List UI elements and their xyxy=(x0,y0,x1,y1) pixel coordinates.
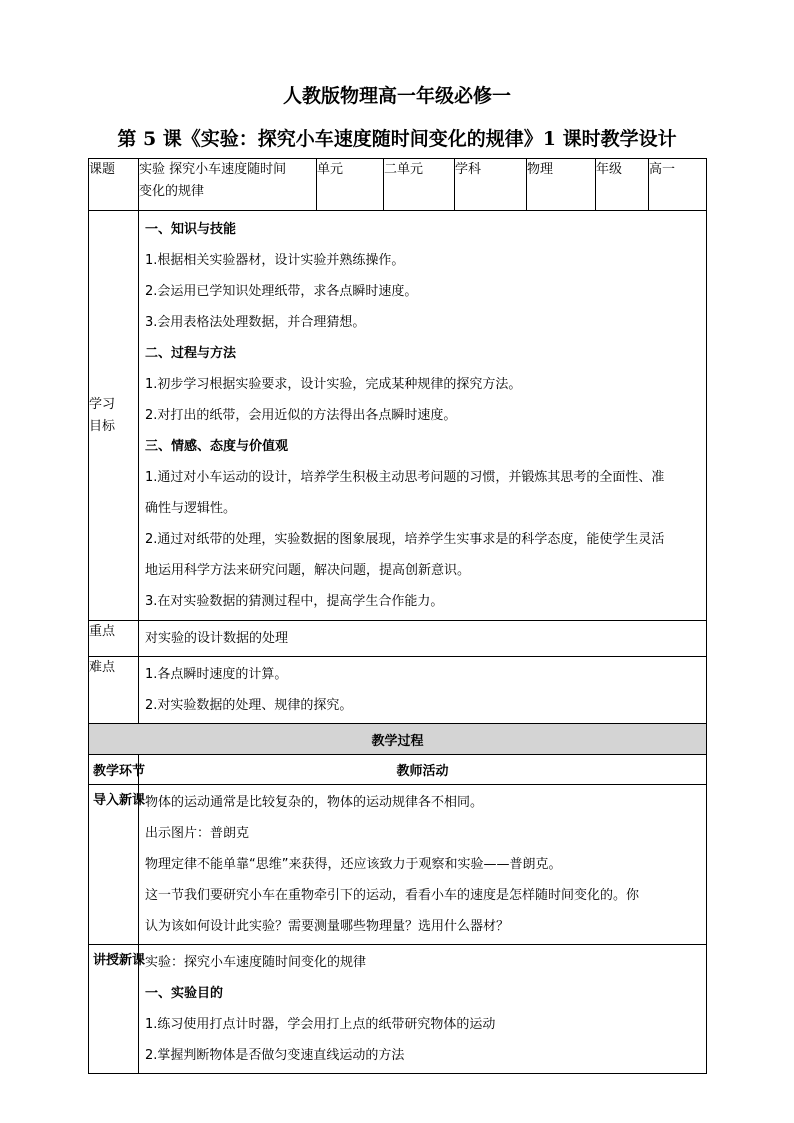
intro-row xyxy=(89,785,707,945)
info-row xyxy=(89,159,707,211)
intro-line: 物体的运动通常是比较复杂的，物体的运动规律各不相同。 xyxy=(145,795,484,810)
objectives-heading-2: 二、过程与方法 xyxy=(145,346,237,361)
lecture-line: 1.练习使用打点计时器，学会用打上点的纸带研究物体的运动 xyxy=(145,1017,496,1032)
objectives-content xyxy=(139,211,707,621)
lecture-label: 讲授新课 xyxy=(89,945,139,1074)
objectives-heading-1: 一、知识与技能 xyxy=(145,222,237,237)
lesson-plan-table xyxy=(88,158,707,1074)
topic-value xyxy=(139,159,317,211)
unit-label: 单元 xyxy=(317,159,384,211)
grade-label: 年级 xyxy=(596,159,649,211)
document-title: 人教版物理高一年级必修一 xyxy=(282,85,511,107)
key-points-row xyxy=(89,621,707,657)
topic-value-line1: 实验 探究小车速度随时间 xyxy=(139,162,287,177)
difficulty-item: 2.对实验数据的处理、规律的探究。 xyxy=(145,698,353,713)
objective-item: 1.初步学习根据实验要求，设计实验，完成某种规律的探究方法。 xyxy=(145,377,522,392)
lecture-line: 实验：探究小车速度随时间变化的规律 xyxy=(145,955,367,970)
grade-value: 高一 xyxy=(649,159,707,211)
lecture-line: 2.掌握判断物体是否做匀变速直线运动的方法 xyxy=(145,1048,405,1063)
objectives-label-line1: 学习 xyxy=(89,396,116,412)
subject-label: 学科 xyxy=(455,159,527,211)
unit-value: 二单元 xyxy=(384,159,455,211)
lecture-row xyxy=(89,945,707,1074)
objective-item: 3.会用表格法处理数据，并合理猜想。 xyxy=(145,315,366,330)
process-col-teacher: 教师活动 xyxy=(139,755,707,785)
objective-item: 1.根据相关实验器材，设计实验并熟练操作。 xyxy=(145,253,405,268)
process-columns-row xyxy=(89,755,707,785)
difficulty-item: 1.各点瞬时速度的计算。 xyxy=(145,667,288,682)
lesson-title: 第 5 课《实验：探究小车速度随时间变化的规律》1 课时教学设计 xyxy=(117,128,677,150)
key-points-value: 对实验的设计数据的处理 xyxy=(145,631,289,646)
difficulties-row xyxy=(89,657,707,724)
lecture-content xyxy=(139,945,707,1074)
intro-line: 出示图片：普朗克 xyxy=(145,826,250,841)
intro-label: 导入新课 xyxy=(89,785,139,945)
subject-value: 物理 xyxy=(527,159,596,211)
difficulties-content xyxy=(139,657,707,724)
intro-content xyxy=(139,785,707,945)
difficulties-label: 难点 xyxy=(89,657,139,724)
process-col-stage: 教学环节 xyxy=(89,755,139,785)
process-heading: 教学过程 xyxy=(89,724,707,755)
objective-item: 2.会运用已学知识处理纸带，求各点瞬时速度。 xyxy=(145,284,418,299)
lecture-heading: 一、实验目的 xyxy=(145,986,224,1001)
intro-line: 这一节我们要研究小车在重物牵引下的运动，看看小车的速度是怎样随时间变化的。你 xyxy=(145,888,640,903)
objectives-label xyxy=(89,211,139,621)
key-points-label: 重点 xyxy=(89,621,139,657)
objective-item: 2.对打出的纸带，会用近似的方法得出各点瞬时速度。 xyxy=(145,408,457,423)
intro-line: 认为该如何设计此实验？需要测量哪些物理量？选用什么器材？ xyxy=(145,919,510,934)
key-points-content xyxy=(139,621,707,657)
intro-line: 物理定律不能单靠“思维”来获得，还应该致力于观察和实验——普朗克。 xyxy=(145,857,562,872)
objective-item: 3.在对实验数据的猜测过程中，提高学生合作能力。 xyxy=(145,594,444,609)
objective-item: 地运用科学方法来研究问题，解决问题，提高创新意识。 xyxy=(145,563,471,578)
topic-label: 课题 xyxy=(89,159,139,211)
objectives-heading-3: 三、情感、态度与价值观 xyxy=(145,439,289,454)
process-heading-row xyxy=(89,724,707,755)
objective-item: 1.通过对小车运动的设计，培养学生积极主动思考问题的习惯，并锻炼其思考的全面性、准 xyxy=(145,470,665,485)
topic-value-line2: 变化的规律 xyxy=(139,184,205,199)
objectives-row xyxy=(89,211,707,621)
objective-item: 确性与逻辑性。 xyxy=(145,501,237,516)
objective-item: 2.通过对纸带的处理，实验数据的图象展现，培养学生实事求是的科学态度，能使学生灵活 xyxy=(145,532,665,547)
objectives-label-line2: 目标 xyxy=(89,418,116,434)
